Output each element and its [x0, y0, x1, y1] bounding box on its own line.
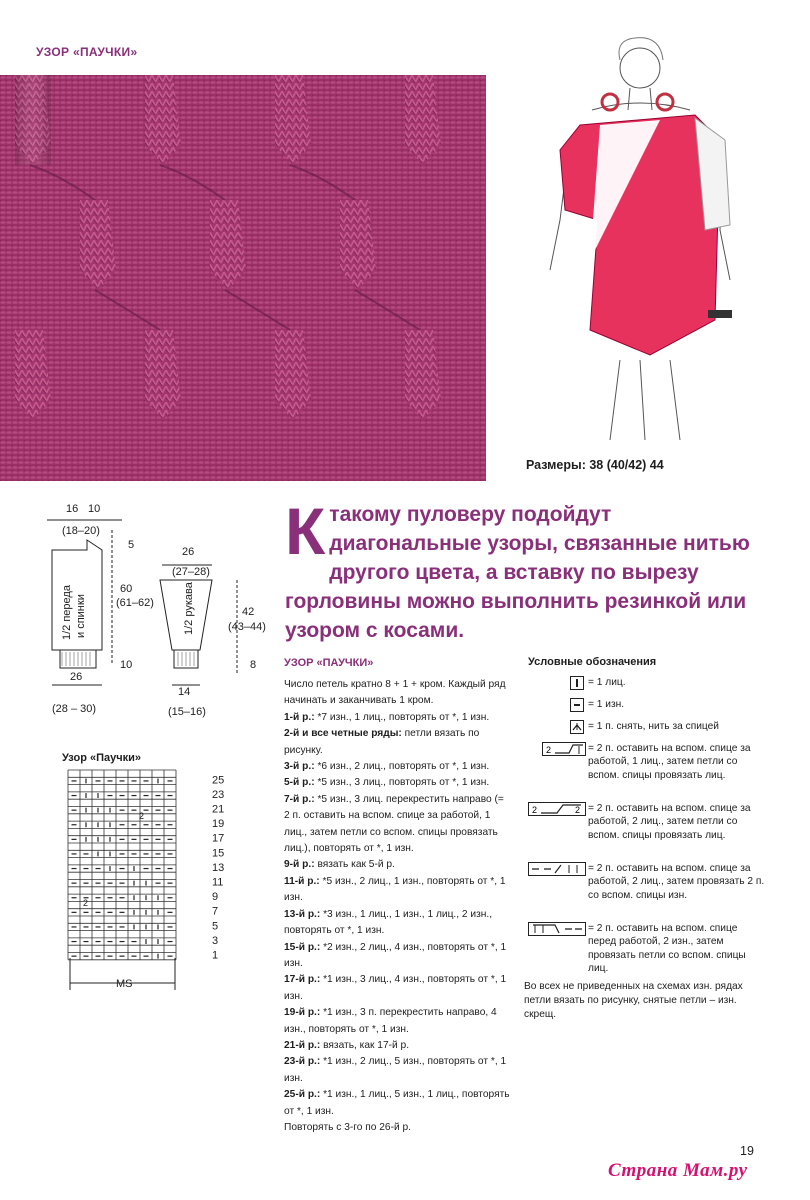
instr-row: 15-й р.: *2 изн., 2 лиц., 4 изн., повторять от *, 1 изн.: [284, 941, 507, 969]
page-number: 19: [740, 1144, 754, 1158]
fashion-illustration: [520, 30, 800, 450]
legend-title: Условные обозначения: [528, 656, 657, 668]
instructions-repeat: Повторять с 3-го по 26-й р.: [284, 1121, 411, 1133]
instructions-intro: Число петель кратно 8 + 1 + кром. Каждый ряд начинать и заканчивать 1 кром.: [284, 679, 506, 707]
sleeve-rib: 8: [250, 659, 257, 671]
dim-rib: 10: [120, 659, 133, 671]
legend-item-slip: = 1 п. снять, нить за спицей: [528, 720, 768, 736]
knit-symbol-icon: [570, 676, 584, 690]
chart-repeat-label: MS: [116, 978, 133, 990]
cross-front-icon: [528, 922, 586, 936]
chart-row-number: 11: [212, 876, 224, 889]
instr-row: 25-й р.: *1 изн., 1 лиц., 5 изн., 1 лиц., повторять от *, 1 изн.: [284, 1089, 510, 1117]
legend-item-cross-front: = 2 п. оставить на вспом. спице перед работой, 2 изн., затем провязать петли со вспом. спицы лиц.: [528, 922, 768, 978]
sleeve-height-alt: (43–44): [228, 621, 266, 633]
legend-item-cross-right-1: 2 = 2 п. оставить на вспом. спице за работой, 1 лиц., затем петли со вспом. спицы провязать лиц.: [528, 742, 768, 798]
legend-item-purl: = 1 изн.: [528, 698, 768, 714]
drop-cap: К: [285, 494, 326, 568]
chart-row-number: 25: [212, 774, 225, 787]
dim-height-alt: (61–62): [116, 597, 154, 609]
body-label-line2: и спинки: [75, 594, 87, 638]
section-title: УЗОР «ПАУЧКИ»: [36, 45, 138, 59]
sleeve-bottom-alt: (15–16): [168, 706, 206, 718]
cross-purl-icon: [528, 862, 586, 876]
intro-text: такому пуловеру подойдут диагональные узоры, связанные нитью другого цвета, а вставку по вырезу горловины можно выполнить резинкой или узором с косами.: [285, 503, 750, 642]
instr-row: 5-й р.: *5 изн., 3 лиц., повторять от *, 1 изн.: [284, 777, 490, 789]
chart-cross-label-bottom: 2: [83, 898, 89, 908]
instr-row: 1-й р.: *7 изн., 1 лиц., повторять от *, 1 изн.: [284, 711, 490, 723]
sleeve-top-alt: (27–28): [172, 566, 210, 578]
dim-neck: 5: [128, 539, 135, 551]
dim-top2: 10: [88, 503, 101, 515]
svg-text:2: 2: [546, 745, 552, 755]
instr-row: 2-й и все четные ряды: петли вязать по рисунку.: [284, 728, 480, 756]
cross-3-right-icon: [542, 742, 586, 756]
body-label-line1: 1/2 переда: [61, 585, 73, 640]
stitch-chart: [60, 768, 240, 998]
instr-row: 7-й р.: *5 изн., 3 лиц. перекрестить направо (= 2 п. оставить на вспом. спице за работой, 1 лиц., затем петли со вспом. спицы провязать лиц.), повторять от *, 1 изн.: [284, 793, 504, 855]
garment-schematic: [32, 500, 272, 725]
chart-row-number: 21: [212, 803, 225, 816]
sleeve-bottom: 14: [178, 686, 191, 698]
instr-row: 17-й р.: *1 изн., 3 лиц., 4 изн., повторять от *, 1 изн.: [284, 974, 507, 1002]
knit-swatch-photo: [0, 75, 486, 481]
slip-stitch-icon: [570, 720, 584, 734]
instructions-title: УЗОР «ПАУЧКИ»: [284, 657, 374, 669]
legend-note: Во всех не приведенных на схемах изн. рядах петли вязать по рисунку, снятые петли – изн. скрещ.: [524, 981, 743, 1020]
chart-row-number: 19: [212, 818, 225, 831]
svg-text:2: 2: [532, 805, 538, 815]
svg-text:2: 2: [575, 805, 581, 815]
sleeve-label: 1/2 рукава: [183, 582, 195, 635]
chart-row-number: 15: [212, 847, 225, 860]
intro-paragraph: [285, 494, 755, 645]
chart-title: Узор «Паучки»: [62, 752, 142, 764]
instr-row: 21-й р.: вязать, как 17-й р.: [284, 1039, 410, 1051]
site-watermark: Страна Мам.ру: [608, 1160, 748, 1181]
chart-row-number: 23: [212, 788, 225, 801]
cross-4-right-icon: [528, 802, 586, 816]
chart-cross-label-top: 2: [139, 811, 145, 821]
dim-width-alt: (28 – 30): [52, 703, 97, 715]
sleeve-top: 26: [182, 546, 195, 558]
chart-row-number: 5: [212, 920, 219, 933]
sizes-label: Размеры: 38 (40/42) 44: [526, 458, 664, 472]
instr-row: 3-й р.: *6 изн., 2 лиц., повторять от *, 1 изн.: [284, 761, 490, 773]
chart-row-number: 7: [212, 905, 219, 918]
legend-item-cross-purl: = 2 п. оставить на вспом. спице за работой, 2 лиц., затем провязать 2 п. со вспом. спицы изн.: [528, 862, 768, 918]
instr-row: 19-й р.: *1 изн., 3 п. перекрестить направо, 4 изн., повторять от *, 1 изн.: [284, 1007, 497, 1035]
legend-item-knit: = 1 лиц.: [528, 676, 768, 692]
dim-top1: 16: [66, 503, 79, 515]
dim-top1-alt: (18–20): [62, 525, 100, 537]
chart-row-number: 13: [212, 861, 225, 874]
chart-row-number: 17: [212, 832, 225, 845]
legend-item-cross-right-2: 2 2 = 2 п. оставить на вспом. спице за работой, 2 лиц., затем петли со вспом. спицы провязать лиц.: [528, 802, 768, 858]
instr-row: 23-й р.: *1 изн., 2 лиц., 5 изн., повторять от *, 1 изн.: [284, 1056, 507, 1084]
sleeve-height: 42: [242, 606, 255, 618]
chart-row-number: 9: [212, 891, 219, 904]
instr-row: 13-й р.: *3 изн., 1 лиц., 1 изн., 1 лиц., 2 изн., повторять от *, 1 изн.: [284, 908, 493, 937]
chart-row-number: 3: [212, 934, 219, 947]
instructions: [284, 677, 510, 1136]
instr-row: 11-й р.: *5 изн., 2 лиц., 1 изн., повторять от *, 1 изн.: [284, 875, 506, 904]
dim-width: 26: [70, 671, 83, 683]
purl-symbol-icon: [570, 698, 584, 712]
instr-row: 9-й р.: вязать как 5-й р.: [284, 859, 395, 871]
chart-row-number: 1: [212, 949, 219, 962]
dim-height: 60: [120, 583, 133, 595]
